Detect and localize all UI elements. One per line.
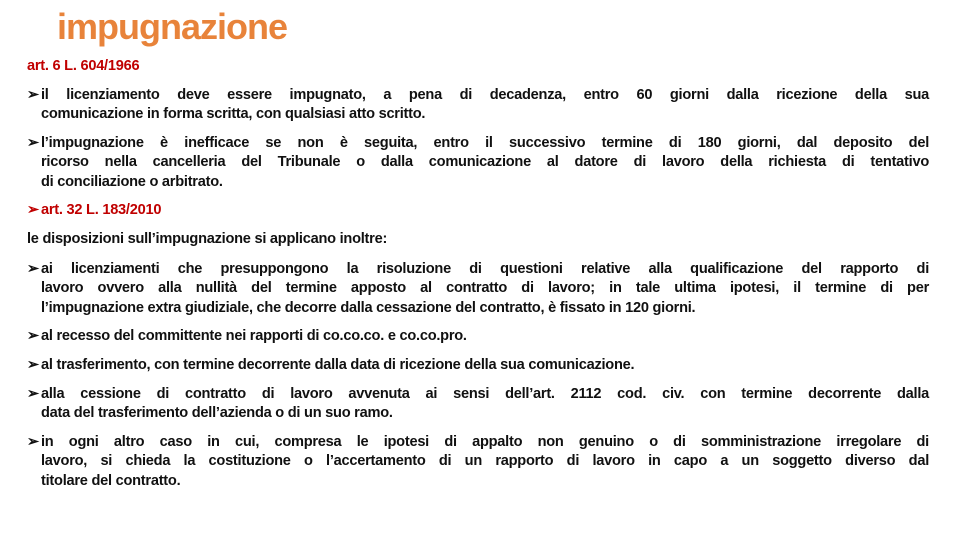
bullet-item	[27, 356, 929, 375]
bullet-line	[27, 472, 929, 491]
heading-text: art. 32 L. 183/2010	[41, 202, 162, 218]
bullet-line	[27, 105, 929, 124]
bullet-arrow-icon: ➢	[27, 135, 39, 151]
bullet-arrow-icon: ➢	[27, 328, 39, 344]
bullet-text: lavoro ovvero alla nullità del termine apposto al contratto di lavoro; in tale ultima ipotesi, il termine di per	[41, 280, 929, 297]
bullet-text: lavoro, si chieda la costituzione o l’accertamento di un rapporto di lavoro in capo a un soggetto diverso dal	[41, 453, 929, 470]
bullet-item	[27, 134, 929, 192]
bullet-text: l’impugnazione è inefficace se non è seguita, entro il successivo termine di 180 giorni, dal deposito del	[41, 135, 929, 151]
bullet-arrow-icon: ➢	[27, 202, 39, 218]
bullet-text: al recesso del committente nei rapporti di co.co.co. e co.co.pro.	[41, 328, 467, 344]
bullet-arrow-icon: ➢	[27, 87, 39, 103]
bullet-line	[27, 404, 929, 423]
heading-art32	[27, 201, 929, 220]
bullet-line	[27, 173, 929, 192]
bullet-text: alla cessione di contratto di lavoro avvenuta ai sensi dell’art. 2112 cod. civ. con termine decorrente dalla	[41, 386, 929, 402]
bullet-text: ricorso nella cancelleria del Tribunale o dalla comunicazione al datore di lavoro della richiesta di tentativo	[41, 154, 929, 171]
bullet-text: al trasferimento, con termine decorrente dalla data di ricezione della sua comunicazione.	[41, 357, 635, 373]
bullet-item	[27, 433, 929, 491]
intro-text	[27, 230, 929, 249]
bullet-line	[27, 86, 929, 105]
bullet-text: data del trasferimento dell’azienda o di un suo ramo.	[41, 405, 393, 422]
bullet-text: comunicazione in forma scritta, con qualsiasi atto scritto.	[41, 106, 426, 123]
bullet-arrow-icon: ➢	[27, 386, 39, 402]
intro-line: le disposizioni sull’impugnazione si applicano inoltre:	[27, 231, 388, 247]
heading-art6	[27, 57, 929, 76]
bullet-line	[27, 452, 929, 471]
bullet-line	[27, 279, 929, 298]
bullet-line	[27, 433, 929, 452]
bullet-arrow-icon: ➢	[27, 357, 39, 373]
bullet-text: di conciliazione o arbitrato.	[41, 173, 223, 190]
bullet-item	[27, 86, 929, 125]
bullet-line	[27, 385, 929, 404]
bullet-text: l’impugnazione extra giudiziale, che decorre dalla cessazione del contratto, è fissato in 120 giorni.	[41, 299, 696, 316]
bullet-arrow-icon: ➢	[27, 261, 39, 277]
bullet-line	[27, 356, 929, 375]
bullet-item	[27, 385, 929, 424]
bullet-text: titolare del contratto.	[41, 472, 181, 489]
bullet-item	[27, 327, 929, 346]
bullet-text: il licenziamento deve essere impugnato, a pena di decadenza, entro 60 giorni dalla ricezione della sua	[41, 87, 929, 103]
bullet-text: in ogni altro caso in cui, compresa le ipotesi di appalto non genuino o di somministrazione irregolare di	[41, 434, 929, 450]
bullet-line	[27, 153, 929, 172]
bullet-item	[27, 260, 929, 318]
slide-title: impugnazione	[57, 6, 287, 47]
bullet-line	[27, 134, 929, 153]
bullet-line	[27, 299, 929, 318]
bullet-line	[27, 260, 929, 279]
bullet-arrow-icon: ➢	[27, 434, 39, 450]
heading-text: art. 6 L. 604/1966	[27, 58, 140, 74]
bullet-line	[27, 327, 929, 346]
bullet-text: ai licenziamenti che presuppongono la risoluzione di questioni relative alla qualificazione del rapporto di	[41, 261, 929, 277]
